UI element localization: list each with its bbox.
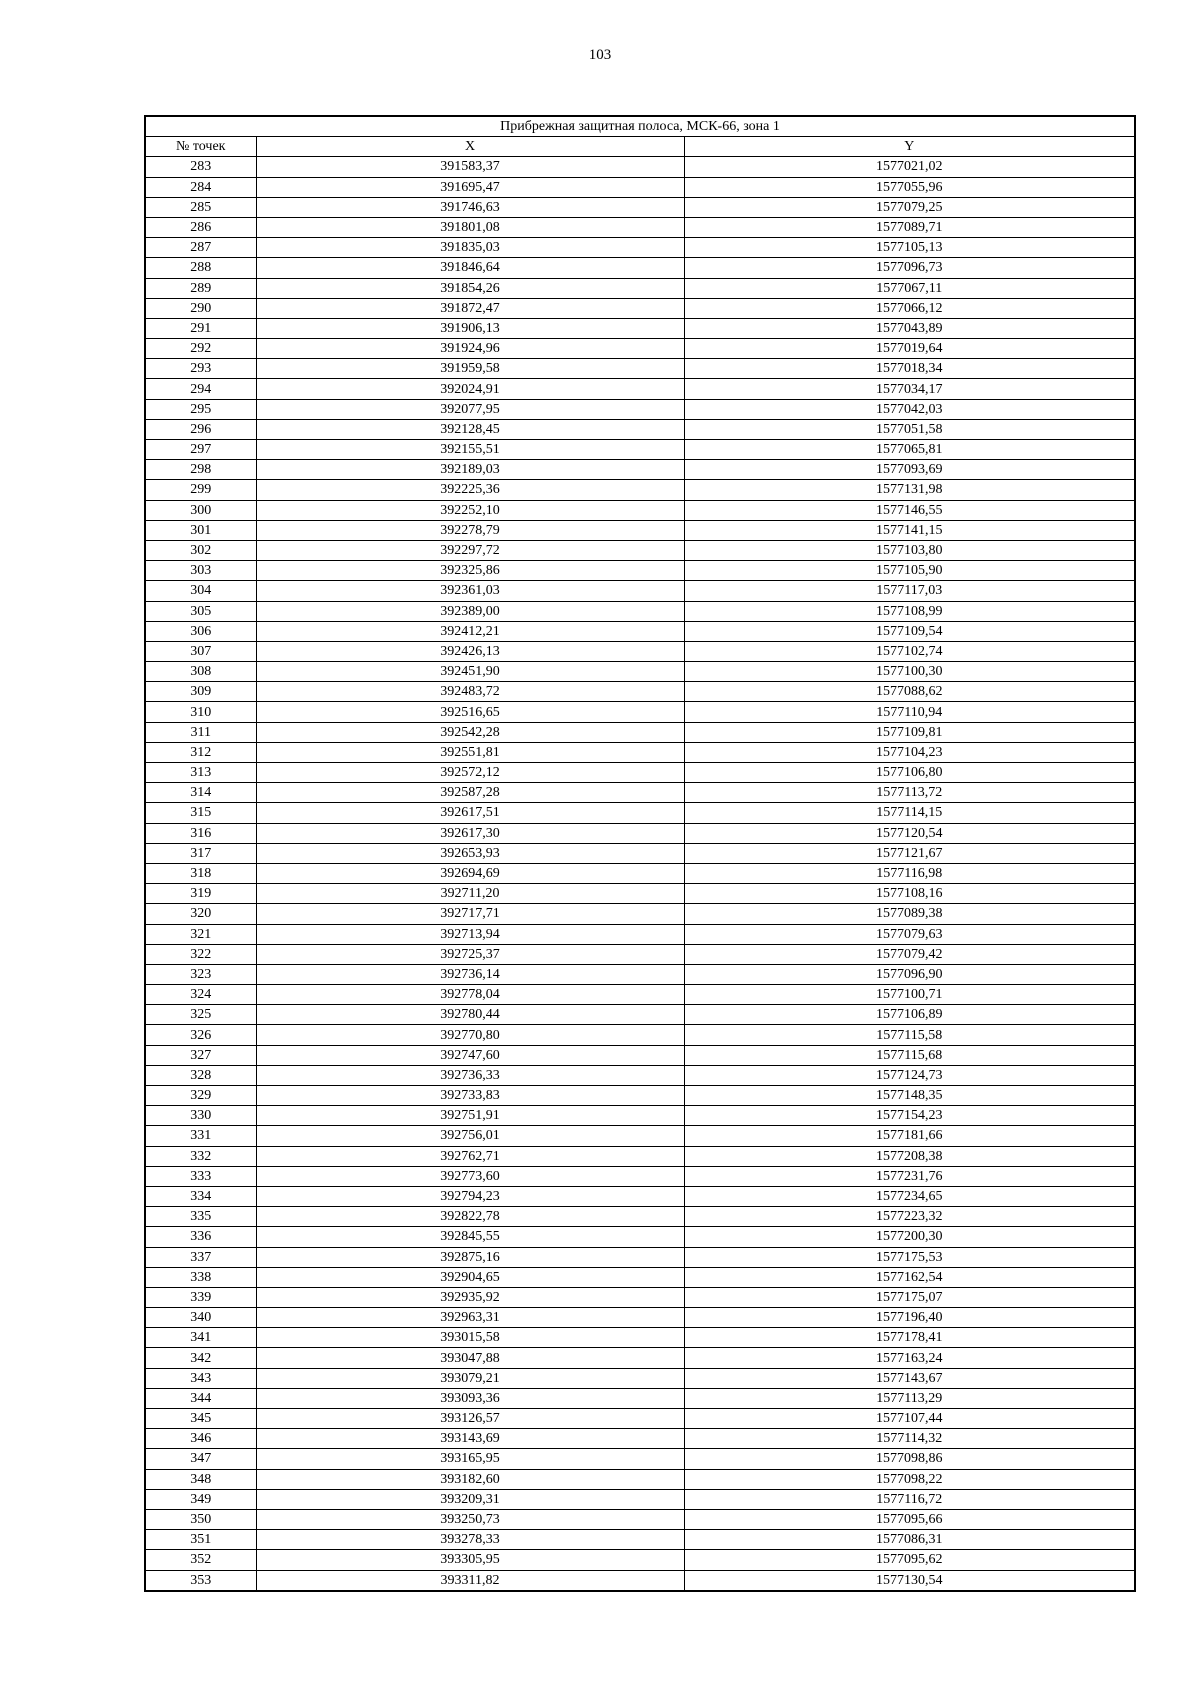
- cell-x: 392451,90: [256, 662, 684, 682]
- table-row: [145, 318, 1135, 338]
- table-row: [145, 1126, 1135, 1146]
- cell-point-number: 286: [145, 217, 256, 237]
- cell-x: 393015,58: [256, 1328, 684, 1348]
- cell-x: 392617,51: [256, 803, 684, 823]
- table-row: [145, 258, 1135, 278]
- cell-y: 1577154,23: [684, 1106, 1135, 1126]
- cell-y: 1577114,32: [684, 1429, 1135, 1449]
- cell-y: 1577096,90: [684, 964, 1135, 984]
- table-row: [145, 399, 1135, 419]
- cell-x: 392711,20: [256, 884, 684, 904]
- cell-point-number: 291: [145, 318, 256, 338]
- table-row: [145, 803, 1135, 823]
- cell-point-number: 325: [145, 1005, 256, 1025]
- cell-y: 1577109,54: [684, 621, 1135, 641]
- cell-y: 1577089,38: [684, 904, 1135, 924]
- table-row: [145, 1045, 1135, 1065]
- table-row: [145, 985, 1135, 1005]
- cell-x: 392426,13: [256, 641, 684, 661]
- table-row: [145, 581, 1135, 601]
- table-row: [145, 1086, 1135, 1106]
- cell-y: 1577114,15: [684, 803, 1135, 823]
- cell-x: 392845,55: [256, 1227, 684, 1247]
- table-row: [145, 783, 1135, 803]
- cell-point-number: 342: [145, 1348, 256, 1368]
- table-row: [145, 863, 1135, 883]
- cell-point-number: 321: [145, 924, 256, 944]
- cell-y: 1577130,54: [684, 1570, 1135, 1591]
- table-row: [145, 722, 1135, 742]
- cell-x: 393311,82: [256, 1570, 684, 1591]
- cell-x: 392822,78: [256, 1207, 684, 1227]
- cell-y: 1577079,63: [684, 924, 1135, 944]
- cell-x: 391695,47: [256, 177, 684, 197]
- cell-y: 1577116,72: [684, 1489, 1135, 1509]
- cell-y: 1577086,31: [684, 1530, 1135, 1550]
- cell-point-number: 339: [145, 1287, 256, 1307]
- cell-point-number: 307: [145, 641, 256, 661]
- cell-y: 1577065,81: [684, 440, 1135, 460]
- cell-x: 392297,72: [256, 540, 684, 560]
- cell-y: 1577181,66: [684, 1126, 1135, 1146]
- table-row: [145, 843, 1135, 863]
- coordinates-table: [144, 115, 1136, 1592]
- table-row: [145, 1247, 1135, 1267]
- table-row: [145, 1469, 1135, 1489]
- table-row: [145, 1368, 1135, 1388]
- cell-y: 1577121,67: [684, 843, 1135, 863]
- table-row: [145, 157, 1135, 177]
- cell-x: 392225,36: [256, 480, 684, 500]
- cell-x: 393143,69: [256, 1429, 684, 1449]
- cell-y: 1577175,07: [684, 1287, 1135, 1307]
- cell-point-number: 327: [145, 1045, 256, 1065]
- cell-x: 392904,65: [256, 1267, 684, 1287]
- cell-y: 1577100,71: [684, 985, 1135, 1005]
- cell-point-number: 344: [145, 1388, 256, 1408]
- cell-y: 1577178,41: [684, 1328, 1135, 1348]
- cell-x: 392747,60: [256, 1045, 684, 1065]
- cell-point-number: 299: [145, 480, 256, 500]
- cell-point-number: 336: [145, 1227, 256, 1247]
- cell-x: 392551,81: [256, 742, 684, 762]
- cell-x: 393182,60: [256, 1469, 684, 1489]
- cell-point-number: 311: [145, 722, 256, 742]
- cell-point-number: 315: [145, 803, 256, 823]
- column-header-y: Y: [684, 137, 1135, 157]
- cell-x: 391583,37: [256, 157, 684, 177]
- table-row: [145, 682, 1135, 702]
- cell-point-number: 323: [145, 964, 256, 984]
- cell-y: 1577055,96: [684, 177, 1135, 197]
- cell-y: 1577108,16: [684, 884, 1135, 904]
- table-row: [145, 540, 1135, 560]
- cell-x: 392773,60: [256, 1166, 684, 1186]
- table-row: [145, 1530, 1135, 1550]
- cell-point-number: 349: [145, 1489, 256, 1509]
- cell-y: 1577079,25: [684, 197, 1135, 217]
- cell-point-number: 289: [145, 278, 256, 298]
- table-row: [145, 641, 1135, 661]
- cell-x: 393250,73: [256, 1509, 684, 1529]
- cell-point-number: 332: [145, 1146, 256, 1166]
- cell-point-number: 341: [145, 1328, 256, 1348]
- cell-x: 392389,00: [256, 601, 684, 621]
- table-row: [145, 621, 1135, 641]
- table-row: [145, 1489, 1135, 1509]
- cell-y: 1577095,62: [684, 1550, 1135, 1570]
- cell-y: 1577093,69: [684, 460, 1135, 480]
- cell-y: 1577095,66: [684, 1509, 1135, 1529]
- table-row: [145, 1146, 1135, 1166]
- cell-point-number: 335: [145, 1207, 256, 1227]
- cell-point-number: 297: [145, 440, 256, 460]
- cell-y: 1577200,30: [684, 1227, 1135, 1247]
- table-row: [145, 763, 1135, 783]
- cell-point-number: 306: [145, 621, 256, 641]
- table-row: [145, 278, 1135, 298]
- cell-point-number: 292: [145, 339, 256, 359]
- cell-point-number: 283: [145, 157, 256, 177]
- column-header-point-number: № точек: [145, 137, 256, 157]
- cell-x: 391801,08: [256, 217, 684, 237]
- cell-point-number: 288: [145, 258, 256, 278]
- cell-y: 1577175,53: [684, 1247, 1135, 1267]
- cell-y: 1577019,64: [684, 339, 1135, 359]
- table-row: [145, 601, 1135, 621]
- table-row: [145, 339, 1135, 359]
- cell-x: 392780,44: [256, 1005, 684, 1025]
- table-row: [145, 1409, 1135, 1429]
- cell-x: 392717,71: [256, 904, 684, 924]
- cell-x: 392935,92: [256, 1287, 684, 1307]
- cell-x: 391924,96: [256, 339, 684, 359]
- cell-y: 1577141,15: [684, 520, 1135, 540]
- cell-point-number: 351: [145, 1530, 256, 1550]
- table-body: [145, 157, 1135, 1591]
- cell-point-number: 329: [145, 1086, 256, 1106]
- cell-point-number: 310: [145, 702, 256, 722]
- cell-y: 1577162,54: [684, 1267, 1135, 1287]
- table-row: [145, 1287, 1135, 1307]
- cell-y: 1577018,34: [684, 359, 1135, 379]
- cell-point-number: 324: [145, 985, 256, 1005]
- cell-point-number: 309: [145, 682, 256, 702]
- cell-x: 392189,03: [256, 460, 684, 480]
- cell-point-number: 322: [145, 944, 256, 964]
- table-row: [145, 964, 1135, 984]
- cell-point-number: 345: [145, 1409, 256, 1429]
- cell-y: 1577089,71: [684, 217, 1135, 237]
- cell-point-number: 320: [145, 904, 256, 924]
- cell-point-number: 287: [145, 238, 256, 258]
- table-row: [145, 1005, 1135, 1025]
- cell-y: 1577107,44: [684, 1409, 1135, 1429]
- cell-x: 392756,01: [256, 1126, 684, 1146]
- cell-x: 392713,94: [256, 924, 684, 944]
- cell-point-number: 347: [145, 1449, 256, 1469]
- cell-x: 393126,57: [256, 1409, 684, 1429]
- cell-point-number: 328: [145, 1065, 256, 1085]
- table-head: [145, 116, 1135, 157]
- cell-x: 392794,23: [256, 1186, 684, 1206]
- table-header-row: [145, 137, 1135, 157]
- cell-y: 1577106,89: [684, 1005, 1135, 1025]
- table-row: [145, 1166, 1135, 1186]
- table-row: [145, 924, 1135, 944]
- cell-point-number: 346: [145, 1429, 256, 1449]
- table-row: [145, 500, 1135, 520]
- cell-point-number: 337: [145, 1247, 256, 1267]
- table-row: [145, 480, 1135, 500]
- cell-x: 392587,28: [256, 783, 684, 803]
- cell-y: 1577120,54: [684, 823, 1135, 843]
- table-row: [145, 1065, 1135, 1085]
- cell-x: 392875,16: [256, 1247, 684, 1267]
- cell-point-number: 304: [145, 581, 256, 601]
- table-row: [145, 1308, 1135, 1328]
- cell-x: 393047,88: [256, 1348, 684, 1368]
- cell-y: 1577105,13: [684, 238, 1135, 258]
- cell-point-number: 301: [145, 520, 256, 540]
- cell-y: 1577108,99: [684, 601, 1135, 621]
- cell-y: 1577102,74: [684, 641, 1135, 661]
- cell-point-number: 293: [145, 359, 256, 379]
- cell-x: 392694,69: [256, 863, 684, 883]
- table-row: [145, 1186, 1135, 1206]
- cell-x: 392572,12: [256, 763, 684, 783]
- cell-y: 1577100,30: [684, 662, 1135, 682]
- cell-y: 1577223,32: [684, 1207, 1135, 1227]
- cell-y: 1577113,72: [684, 783, 1135, 803]
- cell-point-number: 334: [145, 1186, 256, 1206]
- table-row: [145, 1328, 1135, 1348]
- cell-y: 1577105,90: [684, 561, 1135, 581]
- table-row: [145, 1388, 1135, 1408]
- cell-x: 392617,30: [256, 823, 684, 843]
- cell-y: 1577115,68: [684, 1045, 1135, 1065]
- cell-point-number: 352: [145, 1550, 256, 1570]
- cell-y: 1577104,23: [684, 742, 1135, 762]
- table-row: [145, 1227, 1135, 1247]
- cell-y: 1577163,24: [684, 1348, 1135, 1368]
- table-row: [145, 298, 1135, 318]
- cell-point-number: 314: [145, 783, 256, 803]
- cell-point-number: 318: [145, 863, 256, 883]
- cell-point-number: 340: [145, 1308, 256, 1328]
- cell-point-number: 343: [145, 1368, 256, 1388]
- table-row: [145, 1429, 1135, 1449]
- cell-x: 391746,63: [256, 197, 684, 217]
- cell-x: 393278,33: [256, 1530, 684, 1550]
- cell-x: 392278,79: [256, 520, 684, 540]
- table-row: [145, 561, 1135, 581]
- cell-x: 391872,47: [256, 298, 684, 318]
- cell-y: 1577066,12: [684, 298, 1135, 318]
- table-row: [145, 217, 1135, 237]
- cell-point-number: 290: [145, 298, 256, 318]
- cell-y: 1577234,65: [684, 1186, 1135, 1206]
- table-row: [145, 460, 1135, 480]
- cell-y: 1577067,11: [684, 278, 1135, 298]
- cell-point-number: 317: [145, 843, 256, 863]
- table-row: [145, 359, 1135, 379]
- cell-x: 392963,31: [256, 1308, 684, 1328]
- cell-x: 392542,28: [256, 722, 684, 742]
- cell-x: 391835,03: [256, 238, 684, 258]
- cell-x: 393209,31: [256, 1489, 684, 1509]
- column-header-x: X: [256, 137, 684, 157]
- cell-point-number: 303: [145, 561, 256, 581]
- cell-point-number: 296: [145, 419, 256, 439]
- table-row: [145, 177, 1135, 197]
- table-row: [145, 1267, 1135, 1287]
- cell-y: 1577113,29: [684, 1388, 1135, 1408]
- cell-y: 1577079,42: [684, 944, 1135, 964]
- cell-y: 1577098,22: [684, 1469, 1135, 1489]
- cell-x: 392736,14: [256, 964, 684, 984]
- table-title-row: [145, 116, 1135, 137]
- cell-y: 1577110,94: [684, 702, 1135, 722]
- cell-point-number: 348: [145, 1469, 256, 1489]
- cell-y: 1577115,58: [684, 1025, 1135, 1045]
- cell-x: 391846,64: [256, 258, 684, 278]
- cell-y: 1577042,03: [684, 399, 1135, 419]
- table-row: [145, 238, 1135, 258]
- cell-y: 1577106,80: [684, 763, 1135, 783]
- cell-x: 392770,80: [256, 1025, 684, 1045]
- table-row: [145, 1025, 1135, 1045]
- cell-y: 1577131,98: [684, 480, 1135, 500]
- cell-y: 1577051,58: [684, 419, 1135, 439]
- cell-point-number: 312: [145, 742, 256, 762]
- cell-x: 393079,21: [256, 1368, 684, 1388]
- cell-y: 1577196,40: [684, 1308, 1135, 1328]
- cell-point-number: 350: [145, 1509, 256, 1529]
- cell-y: 1577103,80: [684, 540, 1135, 560]
- cell-point-number: 298: [145, 460, 256, 480]
- table-row: [145, 197, 1135, 217]
- cell-y: 1577124,73: [684, 1065, 1135, 1085]
- cell-y: 1577143,67: [684, 1368, 1135, 1388]
- table-row: [145, 520, 1135, 540]
- cell-point-number: 319: [145, 884, 256, 904]
- cell-y: 1577146,55: [684, 500, 1135, 520]
- cell-x: 392077,95: [256, 399, 684, 419]
- cell-point-number: 294: [145, 379, 256, 399]
- cell-y: 1577117,03: [684, 581, 1135, 601]
- table-row: [145, 904, 1135, 924]
- table-row: [145, 419, 1135, 439]
- cell-x: 392725,37: [256, 944, 684, 964]
- cell-x: 393305,95: [256, 1550, 684, 1570]
- cell-x: 393165,95: [256, 1449, 684, 1469]
- cell-y: 1577148,35: [684, 1086, 1135, 1106]
- cell-point-number: 330: [145, 1106, 256, 1126]
- cell-x: 392128,45: [256, 419, 684, 439]
- cell-point-number: 285: [145, 197, 256, 217]
- cell-x: 392736,33: [256, 1065, 684, 1085]
- cell-x: 392733,83: [256, 1086, 684, 1106]
- cell-y: 1577021,02: [684, 157, 1135, 177]
- cell-y: 1577043,89: [684, 318, 1135, 338]
- table-row: [145, 440, 1135, 460]
- cell-point-number: 305: [145, 601, 256, 621]
- table-row: [145, 1550, 1135, 1570]
- table-row: [145, 702, 1135, 722]
- cell-point-number: 353: [145, 1570, 256, 1591]
- cell-x: 391906,13: [256, 318, 684, 338]
- cell-point-number: 313: [145, 763, 256, 783]
- cell-x: 392325,86: [256, 561, 684, 581]
- cell-y: 1577208,38: [684, 1146, 1135, 1166]
- table-title: Прибрежная защитная полоса, МСК-66, зона 1: [145, 116, 1135, 137]
- cell-point-number: 300: [145, 500, 256, 520]
- table-row: [145, 1449, 1135, 1469]
- table-row: [145, 1207, 1135, 1227]
- cell-y: 1577096,73: [684, 258, 1135, 278]
- cell-x: 392024,91: [256, 379, 684, 399]
- cell-x: 392516,65: [256, 702, 684, 722]
- page-number: 103: [588, 47, 612, 63]
- table-row: [145, 1570, 1135, 1591]
- cell-point-number: 326: [145, 1025, 256, 1045]
- cell-point-number: 338: [145, 1267, 256, 1287]
- table-row: [145, 742, 1135, 762]
- cell-y: 1577098,86: [684, 1449, 1135, 1469]
- cell-x: 392653,93: [256, 843, 684, 863]
- cell-x: 392483,72: [256, 682, 684, 702]
- cell-x: 392778,04: [256, 985, 684, 1005]
- cell-x: 392361,03: [256, 581, 684, 601]
- table-row: [145, 944, 1135, 964]
- cell-point-number: 331: [145, 1126, 256, 1146]
- cell-y: 1577034,17: [684, 379, 1135, 399]
- cell-x: 391854,26: [256, 278, 684, 298]
- table-row: [145, 1106, 1135, 1126]
- cell-x: 392762,71: [256, 1146, 684, 1166]
- cell-point-number: 308: [145, 662, 256, 682]
- cell-point-number: 316: [145, 823, 256, 843]
- cell-y: 1577109,81: [684, 722, 1135, 742]
- table-row: [145, 379, 1135, 399]
- cell-x: 392155,51: [256, 440, 684, 460]
- cell-x: 393093,36: [256, 1388, 684, 1408]
- cell-y: 1577116,98: [684, 863, 1135, 883]
- cell-x: 391959,58: [256, 359, 684, 379]
- table-row: [145, 884, 1135, 904]
- cell-point-number: 302: [145, 540, 256, 560]
- cell-x: 392751,91: [256, 1106, 684, 1126]
- cell-point-number: 284: [145, 177, 256, 197]
- cell-point-number: 333: [145, 1166, 256, 1186]
- table-row: [145, 662, 1135, 682]
- cell-x: 392412,21: [256, 621, 684, 641]
- table-row: [145, 1348, 1135, 1368]
- table-row: [145, 823, 1135, 843]
- cell-x: 392252,10: [256, 500, 684, 520]
- cell-y: 1577088,62: [684, 682, 1135, 702]
- cell-y: 1577231,76: [684, 1166, 1135, 1186]
- cell-point-number: 295: [145, 399, 256, 419]
- table-row: [145, 1509, 1135, 1529]
